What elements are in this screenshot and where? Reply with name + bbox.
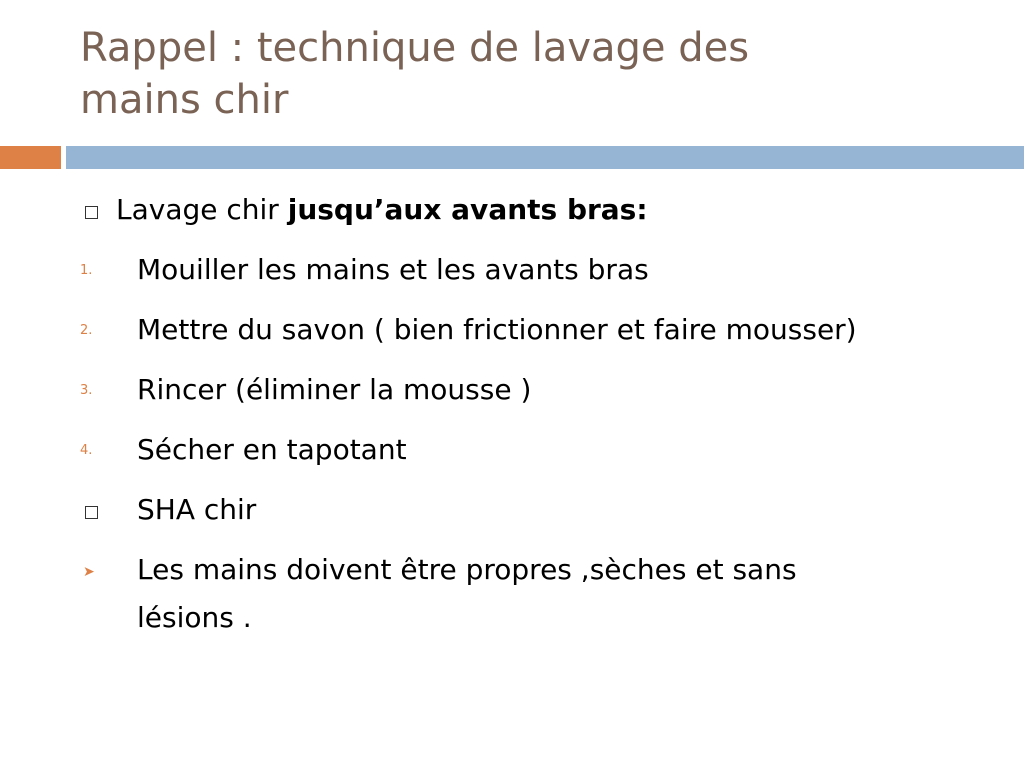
slide-title [80,22,980,126]
slide-body [80,186,1000,642]
accent-bar-orange [0,146,61,169]
step-text: Sécher en tapotant [137,433,407,466]
list-item-step-4 [80,426,1000,486]
slide-title-line-2: mains chir [80,77,289,123]
slide-title-line-1: Rappel : technique de lavage des [80,25,750,71]
step-text: Mouiller les mains et les avants bras [137,253,649,286]
step-number: 4. [80,443,93,458]
list-item-text [116,186,1000,234]
step-number: 1. [80,263,93,278]
note-line-1: Les mains doivent être propres ,sèches et sans [137,553,797,586]
intro-text-plain: Lavage chir [116,193,288,226]
list-item-step-3 [80,366,1000,426]
list-item-note [80,546,1000,642]
arrow-bullet-icon: ➤ [83,564,95,580]
accent-bar-blue [66,146,1024,169]
square-bullet-icon [85,206,98,219]
list-item-step-2 [80,306,1000,366]
list-item-step-1 [80,246,1000,306]
note-line-2: lésions . [137,601,252,634]
list-item-intro [80,186,1000,246]
list-item-sha [80,486,1000,546]
step-text: Mettre du savon ( bien frictionner et faire mousser) [137,313,857,346]
step-number: 2. [80,323,93,338]
step-text: Rincer (éliminer la mousse ) [137,373,532,406]
square-bullet-icon [85,506,98,519]
intro-text-bold: jusqu’aux avants bras: [287,193,648,226]
sha-text: SHA chir [137,493,257,526]
step-number: 3. [80,383,93,398]
note-text [137,546,1000,642]
